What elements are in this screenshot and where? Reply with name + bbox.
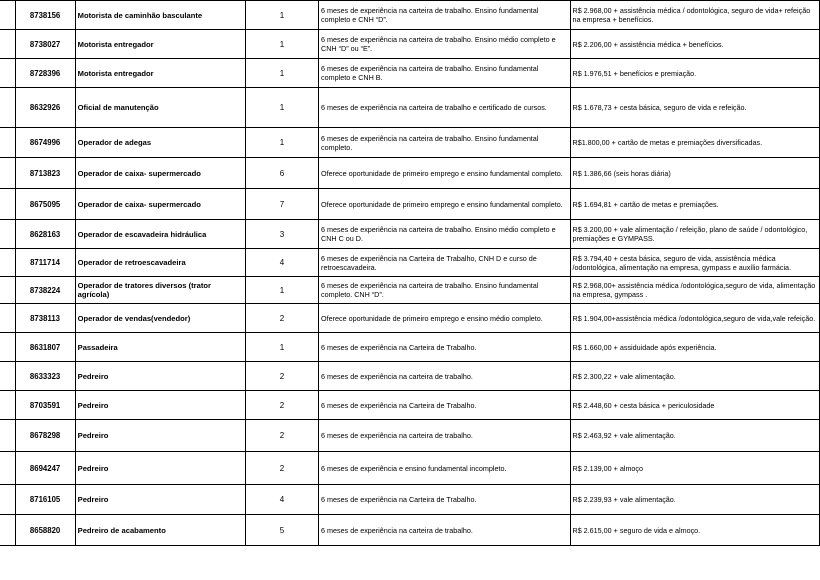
requirements-cell: 6 meses de experiência na carteira de trabalho.: [319, 420, 570, 452]
salary-benefits-cell: R$ 2.463,92 + vale alimentação.: [570, 420, 820, 452]
job-code-cell: 8674996: [15, 128, 75, 158]
salary-benefits-cell: R$ 3.794,40 + cesta básica, seguro de vida, assistência médica /odontológica, alimentação na empresa, gympass e auxílio farmácia.: [570, 249, 820, 277]
row-margin-cell: [0, 189, 15, 220]
job-title-cell: Pedreiro: [75, 391, 245, 420]
job-code-cell: 8675095: [15, 189, 75, 220]
vacancy-count-cell: 1: [245, 88, 318, 128]
job-code-cell: 8632926: [15, 88, 75, 128]
job-code-cell: 8628163: [15, 220, 75, 249]
vacancy-count-cell: 1: [245, 277, 318, 304]
row-margin-cell: [0, 220, 15, 249]
salary-benefits-cell: R$ 1.694,81 + cartão de metas e premiações.: [570, 189, 820, 220]
job-code-cell: 8716105: [15, 485, 75, 515]
requirements-cell: 6 meses de experiência na carteira de trabalho. Ensino médio completo e CNH “D” ou “E”.: [319, 30, 570, 59]
vacancy-count-cell: 1: [245, 333, 318, 362]
requirements-cell: 6 meses de experiência na carteira de trabalho. Ensino fundamental completo e CNH “D”.: [319, 1, 570, 30]
row-margin-cell: [0, 485, 15, 515]
job-code-cell: 8713823: [15, 158, 75, 189]
vacancy-count-cell: 1: [245, 128, 318, 158]
job-code-cell: 8658820: [15, 515, 75, 546]
job-title-cell: Motorista entregador: [75, 59, 245, 88]
table-row: [0, 1, 820, 30]
table-row: [0, 515, 820, 546]
job-title-cell: Operador de tratores diversos (trator agrícola): [75, 277, 245, 304]
table-row: [0, 420, 820, 452]
table-row: [0, 485, 820, 515]
job-code-cell: 8728396: [15, 59, 75, 88]
vacancy-count-cell: 1: [245, 30, 318, 59]
job-code-cell: 8738224: [15, 277, 75, 304]
table-row: [0, 189, 820, 220]
vacancy-count-cell: 4: [245, 249, 318, 277]
salary-benefits-cell: R$ 1.904,00+assistência médica /odontológica,seguro de vida,vale refeição.: [570, 304, 820, 333]
requirements-cell: Oferece oportunidade de primeiro emprego e ensino médio completo.: [319, 304, 570, 333]
job-title-cell: Operador de vendas(vendedor): [75, 304, 245, 333]
row-margin-cell: [0, 277, 15, 304]
table-row: [0, 452, 820, 485]
requirements-cell: 6 meses de experiência na carteira de trabalho.: [319, 515, 570, 546]
job-title-cell: Operador de caixa- supermercado: [75, 158, 245, 189]
row-margin-cell: [0, 391, 15, 420]
table-row: [0, 158, 820, 189]
salary-benefits-cell: R$ 2.615,00 + seguro de vida e almoço.: [570, 515, 820, 546]
job-code-cell: 8738027: [15, 30, 75, 59]
requirements-cell: 6 meses de experiência na carteira de trabalho. Ensino médio completo e CNH C ou D.: [319, 220, 570, 249]
row-margin-cell: [0, 249, 15, 277]
salary-benefits-cell: R$ 2.968,00+ assistência médica /odontológica,seguro de vida, alimentação na empresa, gympass .: [570, 277, 820, 304]
row-margin-cell: [0, 128, 15, 158]
vacancy-count-cell: 1: [245, 59, 318, 88]
vacancy-count-cell: 7: [245, 189, 318, 220]
job-code-cell: 8678298: [15, 420, 75, 452]
requirements-cell: 6 meses de experiência na carteira de trabalho e certificado de cursos.: [319, 88, 570, 128]
requirements-cell: Oferece oportunidade de primeiro emprego e ensino fundamental completo.: [319, 189, 570, 220]
vacancy-count-cell: 6: [245, 158, 318, 189]
job-title-cell: Operador de escavadeira hidráulica: [75, 220, 245, 249]
requirements-cell: 6 meses de experiência e ensino fundamental incompleto.: [319, 452, 570, 485]
row-margin-cell: [0, 420, 15, 452]
salary-benefits-cell: R$ 2.968,00 + assistência médica / odontológica, seguro de vida+ refeição na empresa + benefícios.: [570, 1, 820, 30]
table-row: [0, 304, 820, 333]
job-title-cell: Motorista entregador: [75, 30, 245, 59]
salary-benefits-cell: R$ 3.200,00 + vale alimentação / refeição, plano de saúde / odontológico, premiações e GYMPASS.: [570, 220, 820, 249]
table-row: [0, 333, 820, 362]
vacancy-count-cell: 3: [245, 220, 318, 249]
job-listings-body: [0, 1, 820, 546]
vacancy-count-cell: 4: [245, 485, 318, 515]
requirements-cell: 6 meses de experiência na Carteira de Trabalho.: [319, 485, 570, 515]
salary-benefits-cell: R$ 1.976,51 + benefícios e premiação.: [570, 59, 820, 88]
row-margin-cell: [0, 158, 15, 189]
requirements-cell: 6 meses de experiência na Carteira de Trabalho.: [319, 391, 570, 420]
job-title-cell: Pedreiro: [75, 420, 245, 452]
table-row: [0, 220, 820, 249]
vacancy-count-cell: 2: [245, 452, 318, 485]
job-title-cell: Pedreiro: [75, 452, 245, 485]
job-title-cell: Pedreiro de acabamento: [75, 515, 245, 546]
salary-benefits-cell: R$1.800,00 + cartão de metas e premiações diversificadas.: [570, 128, 820, 158]
job-code-cell: 8738113: [15, 304, 75, 333]
salary-benefits-cell: R$ 1.386,66 (seis horas diária): [570, 158, 820, 189]
table-row: [0, 59, 820, 88]
job-code-cell: 8738156: [15, 1, 75, 30]
job-title-cell: Operador de retroescavadeira: [75, 249, 245, 277]
requirements-cell: 6 meses de experiência na carteira de trabalho. Ensino fundamental completo. CNH “D”.: [319, 277, 570, 304]
table-row: [0, 362, 820, 391]
job-code-cell: 8694247: [15, 452, 75, 485]
salary-benefits-cell: R$ 2.206,00 + assistência médica + benefícios.: [570, 30, 820, 59]
table-row: [0, 249, 820, 277]
job-title-cell: Operador de adegas: [75, 128, 245, 158]
salary-benefits-cell: R$ 2.448,60 + cesta básica + periculosidade: [570, 391, 820, 420]
table-row: [0, 128, 820, 158]
vacancy-count-cell: 2: [245, 304, 318, 333]
requirements-cell: 6 meses de experiência na carteira de trabalho. Ensino fundamental completo e CNH B.: [319, 59, 570, 88]
requirements-cell: 6 meses de experiência na Carteira de Trabalho.: [319, 333, 570, 362]
row-margin-cell: [0, 30, 15, 59]
row-margin-cell: [0, 452, 15, 485]
salary-benefits-cell: R$ 1.678,73 + cesta básica, seguro de vida e refeição.: [570, 88, 820, 128]
row-margin-cell: [0, 88, 15, 128]
job-code-cell: 8631807: [15, 333, 75, 362]
table-row: [0, 277, 820, 304]
job-code-cell: 8703591: [15, 391, 75, 420]
job-title-cell: Pedreiro: [75, 485, 245, 515]
requirements-cell: Oferece oportunidade de primeiro emprego e ensino fundamental completo.: [319, 158, 570, 189]
salary-benefits-cell: R$ 2.239,93 + vale alimentação.: [570, 485, 820, 515]
row-margin-cell: [0, 362, 15, 391]
vacancy-count-cell: 2: [245, 362, 318, 391]
job-code-cell: 8633323: [15, 362, 75, 391]
vacancy-count-cell: 2: [245, 420, 318, 452]
vacancy-count-cell: 1: [245, 1, 318, 30]
job-title-cell: Motorista de caminhão basculante: [75, 1, 245, 30]
table-row: [0, 391, 820, 420]
requirements-cell: 6 meses de experiência na Carteira de Trabalho, CNH D e curso de retroescavadeira.: [319, 249, 570, 277]
job-code-cell: 8711714: [15, 249, 75, 277]
row-margin-cell: [0, 59, 15, 88]
row-margin-cell: [0, 333, 15, 362]
requirements-cell: 6 meses de experiência na carteira de trabalho. Ensino fundamental completo.: [319, 128, 570, 158]
row-margin-cell: [0, 515, 15, 546]
salary-benefits-cell: R$ 2.139,00 + almoço: [570, 452, 820, 485]
vacancy-count-cell: 5: [245, 515, 318, 546]
job-title-cell: Operador de caixa- supermercado: [75, 189, 245, 220]
salary-benefits-cell: R$ 2.300,22 + vale alimentação.: [570, 362, 820, 391]
salary-benefits-cell: R$ 1.660,00 + assiduidade após experiência.: [570, 333, 820, 362]
row-margin-cell: [0, 304, 15, 333]
job-title-cell: Passadeira: [75, 333, 245, 362]
job-title-cell: Oficial de manutenção: [75, 88, 245, 128]
vacancy-count-cell: 2: [245, 391, 318, 420]
row-margin-cell: [0, 1, 15, 30]
job-title-cell: Pedreiro: [75, 362, 245, 391]
table-row: [0, 30, 820, 59]
requirements-cell: 6 meses de experiência na carteira de trabalho.: [319, 362, 570, 391]
table-row: [0, 88, 820, 128]
